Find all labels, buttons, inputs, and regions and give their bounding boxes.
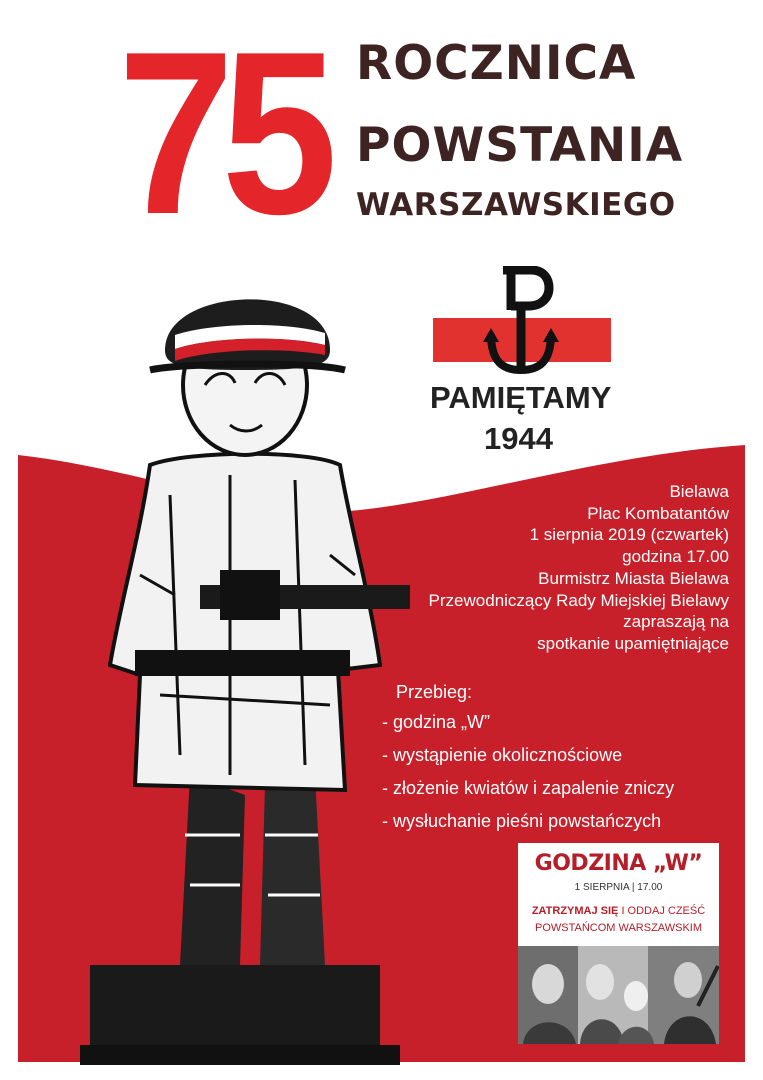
anniversary-number: 75: [118, 4, 326, 263]
pamietamy-slogan: PAMIĘTAMY: [430, 380, 612, 415]
info-line: Burmistrz Miasta Bielawa: [538, 568, 729, 588]
info-line: Przewodniczący Rady Miejskiej Bielawy: [428, 590, 729, 610]
program-item: - wystąpienie okolicznościowe: [382, 745, 623, 765]
info-line: godzina 17.00: [622, 547, 729, 567]
info-line: zapraszają na: [623, 612, 729, 632]
title-line-2: POWSTANIA: [356, 118, 684, 173]
card-line-a-bold: ZATRZYMAJ SIĘ: [531, 905, 619, 917]
card-line-a-rest: I ODDAJ CZEŚĆ: [618, 905, 706, 917]
title-line-3: WARSZAWSKIEGO: [356, 187, 676, 223]
info-line: 1 sierpnia 2019 (czwartek): [529, 525, 729, 545]
info-line: Bielawa: [669, 482, 729, 501]
card-date: 1 SIERPNIA | 17.00: [574, 882, 663, 893]
card-line-b: POWSTAŃCOM WARSZAWSKIM: [534, 922, 703, 934]
title-line-1: ROCZNICA: [356, 36, 637, 91]
info-line: Plac Kombatantów: [587, 503, 729, 523]
program-list: [382, 682, 674, 839]
kotwica-emblem-icon: [433, 266, 611, 374]
event-info: [329, 481, 729, 655]
little-insurgent-illustration: [80, 275, 410, 1065]
program-heading: Przebieg:: [396, 682, 473, 702]
godzina-w-card: [518, 843, 719, 1044]
info-line: spotkanie upamiętniające: [537, 633, 729, 653]
emblem-year: 1944: [484, 421, 553, 456]
card-title: GODZINA „W”: [534, 851, 703, 876]
program-item: - złożenie kwiatów i zapalenie zniczy: [382, 778, 675, 798]
insurgents-photo: [518, 946, 719, 1044]
program-item: - godzina „W”: [382, 712, 491, 732]
card-line-a: [518, 905, 719, 917]
program-item: - wysłuchanie pieśni powstańczych: [382, 811, 662, 831]
